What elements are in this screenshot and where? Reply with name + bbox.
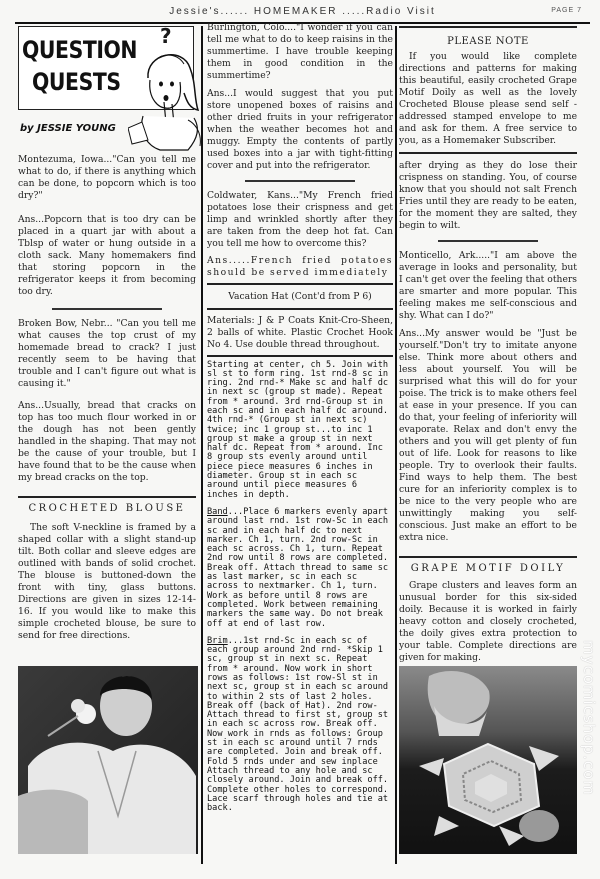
section-rule (399, 556, 577, 558)
answer-montezuma: Ans...Popcorn that is too dry can be placed in a quart jar with about a Tblsp of water or hung outside in a cloth sack. Many homemakers find that storing popcorn in the refrigerator keeps it from becoming too dry. (18, 214, 196, 297)
answer-broken-bow: Ans...Usually, bread that cracks on top has too much flour worked in or the dough has not been gently handled in the shaping. That may not be the cause of your trouble, but I have found that to be the cause when my bread cracks on the top. (18, 399, 196, 483)
band-label: Band (207, 506, 228, 517)
answer-monticello: Ans...My answer would be "Just be yourself."Don't try to imitate anyone else. Think more about others and less about yourself. You will be surprised what this will do for your poise. The trick is to make others feel at ease in your presence. If you can do that, your feeling of inferiority will evaporate. Relax and don't envy the others and you will get plenty of fun out of life. Look for reasons to like people. Try to overlook their faults. Find ways to help them. The best cure for an inferiority complex is to be nice to the very people who are unwittingly making you self-conscious. Just make an effort to be extra nice. (399, 327, 577, 543)
grape-motif-doily-text: Grape clusters and leaves form an unusual border for this six-sided doily. Because it is worked in fairly heavy cotton and closely crocheted, the doily gives extra protection to your table. Complete directions are given for making. (399, 579, 577, 663)
band-instructions (207, 508, 393, 629)
answer-burlington: Ans...I would suggest that you put store unopened boxes of raisins and other dried fruits in your refrigerator when the weather becomes hot and muggy. Empty the contents of partly used boxes into a jar with tight-fitting cover and put into the refrigerator. (207, 88, 393, 171)
question-mark-icon: ? (160, 24, 172, 48)
question-coldwater: Coldwater, Kans..."My French fried potatoes lose their crispness and get limp and wrinkled shortly after they are taken from the deep hot fat. Can you tell me how to overcome this? (207, 189, 393, 249)
separator-rule (52, 308, 162, 310)
column-2 (207, 22, 393, 813)
answer-coldwater-cont: after drying as they do lose their crispness on standing. You, of course know that you should not salt French Fries until they are ready to be eaten, for the moment they are salted, they begin to wilt. (399, 160, 577, 231)
brim-label: Brim (207, 635, 228, 646)
question-broken-bow: Broken Bow, Nebr... "Can you tell me what causes the top crust of my homemade bread to crack? I just recently seem to be having that trouble and I can't figure out what is causing it." (18, 317, 196, 389)
grape-motif-doily-title: GRAPE MOTIF DOILY (410, 562, 566, 574)
column-divider (395, 26, 397, 864)
question-monticello: Monticello, Ark....."I am above the average in looks and personality, but I can't get over the feeling that others are smarter and more popular. This feeling makes me self-conscious and shy. What can I do?" (399, 249, 577, 321)
section-rule (399, 26, 577, 28)
crocheted-blouse-text: The soft V-neckline is framed by a shaped collar with a slight stand-up tilt. Both collar and sleeve edges are outlined with bands of solid crochet. The blouse is buttoned-down the front with tiny, glass buttons. Directions are given in sizes 12-14-16. If you would like to make this simple crocheted blouse, be sure to send for free directions. (18, 521, 196, 641)
materials-text: Materials: J & P Coats Knit-Cro-Sheen, 2 balls of white. Plastic Crochet Hook No 4. Use double thread throughout. (207, 314, 393, 350)
section-rule (399, 152, 577, 154)
band-text: ...Place 6 markers evenly apart around last rnd. 1st row-Sc in each sc and in each half dc to next marker. Ch 1, turn. 2nd row-Sc in each sc across. Ch 1, turn. Repeat 2nd row until 8 rows are completed. Break off. Attach thread to same sc as last marker, sc in each sc across to nextmarker. Ch 1, turn. Work as before until 8 rows are completed. Work between remaining markers the same way. Do not break off at end of last row. (207, 506, 389, 629)
woman-illustration-icon (128, 38, 208, 153)
masthead-title: Jessie's...... HOMEMAKER .....Radio Visit (169, 6, 436, 17)
byline: by JESSIE YOUNG (20, 123, 116, 134)
vacation-hat-title: Vacation Hat (Cont'd from P 6) (228, 290, 372, 302)
question-montezuma: Montezuma, Iowa..."Can you tell me what to do, if there is anything which can be done, to popcorn which is too dry?" (18, 154, 196, 201)
section-rule (18, 496, 196, 498)
section-rule (207, 355, 393, 357)
page-header (15, 4, 590, 22)
please-note-text: If you would like complete directions and patterns for making this beautiful, easily crocheted Grape Motif Doily as well as the lovely Crocheted Blouse please send self - addressed stamped envelope to me and ask for them. A free service to you, as a Homemaker Subscriber. (399, 51, 577, 146)
crocheted-blouse-photo (18, 666, 198, 854)
watermark: mycomicshop.com (580, 640, 598, 796)
grape-motif-doily-photo (399, 666, 577, 854)
column-3 (399, 26, 577, 664)
column-1 (18, 26, 196, 642)
doily-image (399, 666, 577, 854)
section-rule (207, 308, 393, 310)
brim-text: ...1st rnd-Sc in each sc of each group around 2nd rnd- *Skip 1 sc, group st in next sc. Repeat from * around. Now work in short rows as follows: 1st row-Sl st in next sc, group st in each sc around to within 2 sts of last 2 holes. Break off (back of Hat). 2nd row-Attach thread to first st, group st in each sc across row. Break off. Now work in rnds as follows: Group st in each sc around until 7 rnds are completed. Join and break off. Fold 5 rnds under and sew inplace Attach thread to any hole and sc closely around. Join and break off. Complete other holes to correspond. Lace scarf through holes and tie at back. (207, 635, 389, 814)
question-burlington: Burlington, Colo...."I wonder if you can tell me what to do to keep raisins in the summertime. I have trouble keeping them in good condition in the summertime? (207, 22, 393, 81)
page-number: PAGE 7 (551, 7, 582, 14)
separator-rule (245, 180, 355, 182)
question-quests-logo (18, 26, 196, 150)
logo-line-2: QUESTS (32, 68, 121, 96)
please-note-title: PLEASE NOTE (447, 36, 529, 47)
logo-line-1: QUESTION (22, 36, 138, 64)
starting-instructions: Starting at center, ch 5. Join with sl st to form ring. 1st rnd-8 sc in ring. 2nd rnd-* Make sc and half dc in next sc (group st made). Repeat from * around. 3rd rnd-Group st in each sc and in each half dc around. 4th rnd-* (Group st in next sc) twice; inc 1 group st...to inc 1 group st make a group st in next half dc. Repeat from * around. Inc 8 group sts evenly around until piece piece measures 6 inches in diameter. Group st in each sc around until piece measures 6 inches in depth. (207, 359, 389, 500)
answer-coldwater-start: Ans.....French fried potatoes should be served immediately (207, 254, 393, 278)
separator-rule (438, 240, 538, 242)
woman-in-blouse-image (18, 666, 198, 854)
section-rule (207, 283, 393, 285)
crocheted-blouse-title: CROCHETED BLOUSE (28, 502, 186, 514)
brim-instructions (207, 637, 393, 814)
